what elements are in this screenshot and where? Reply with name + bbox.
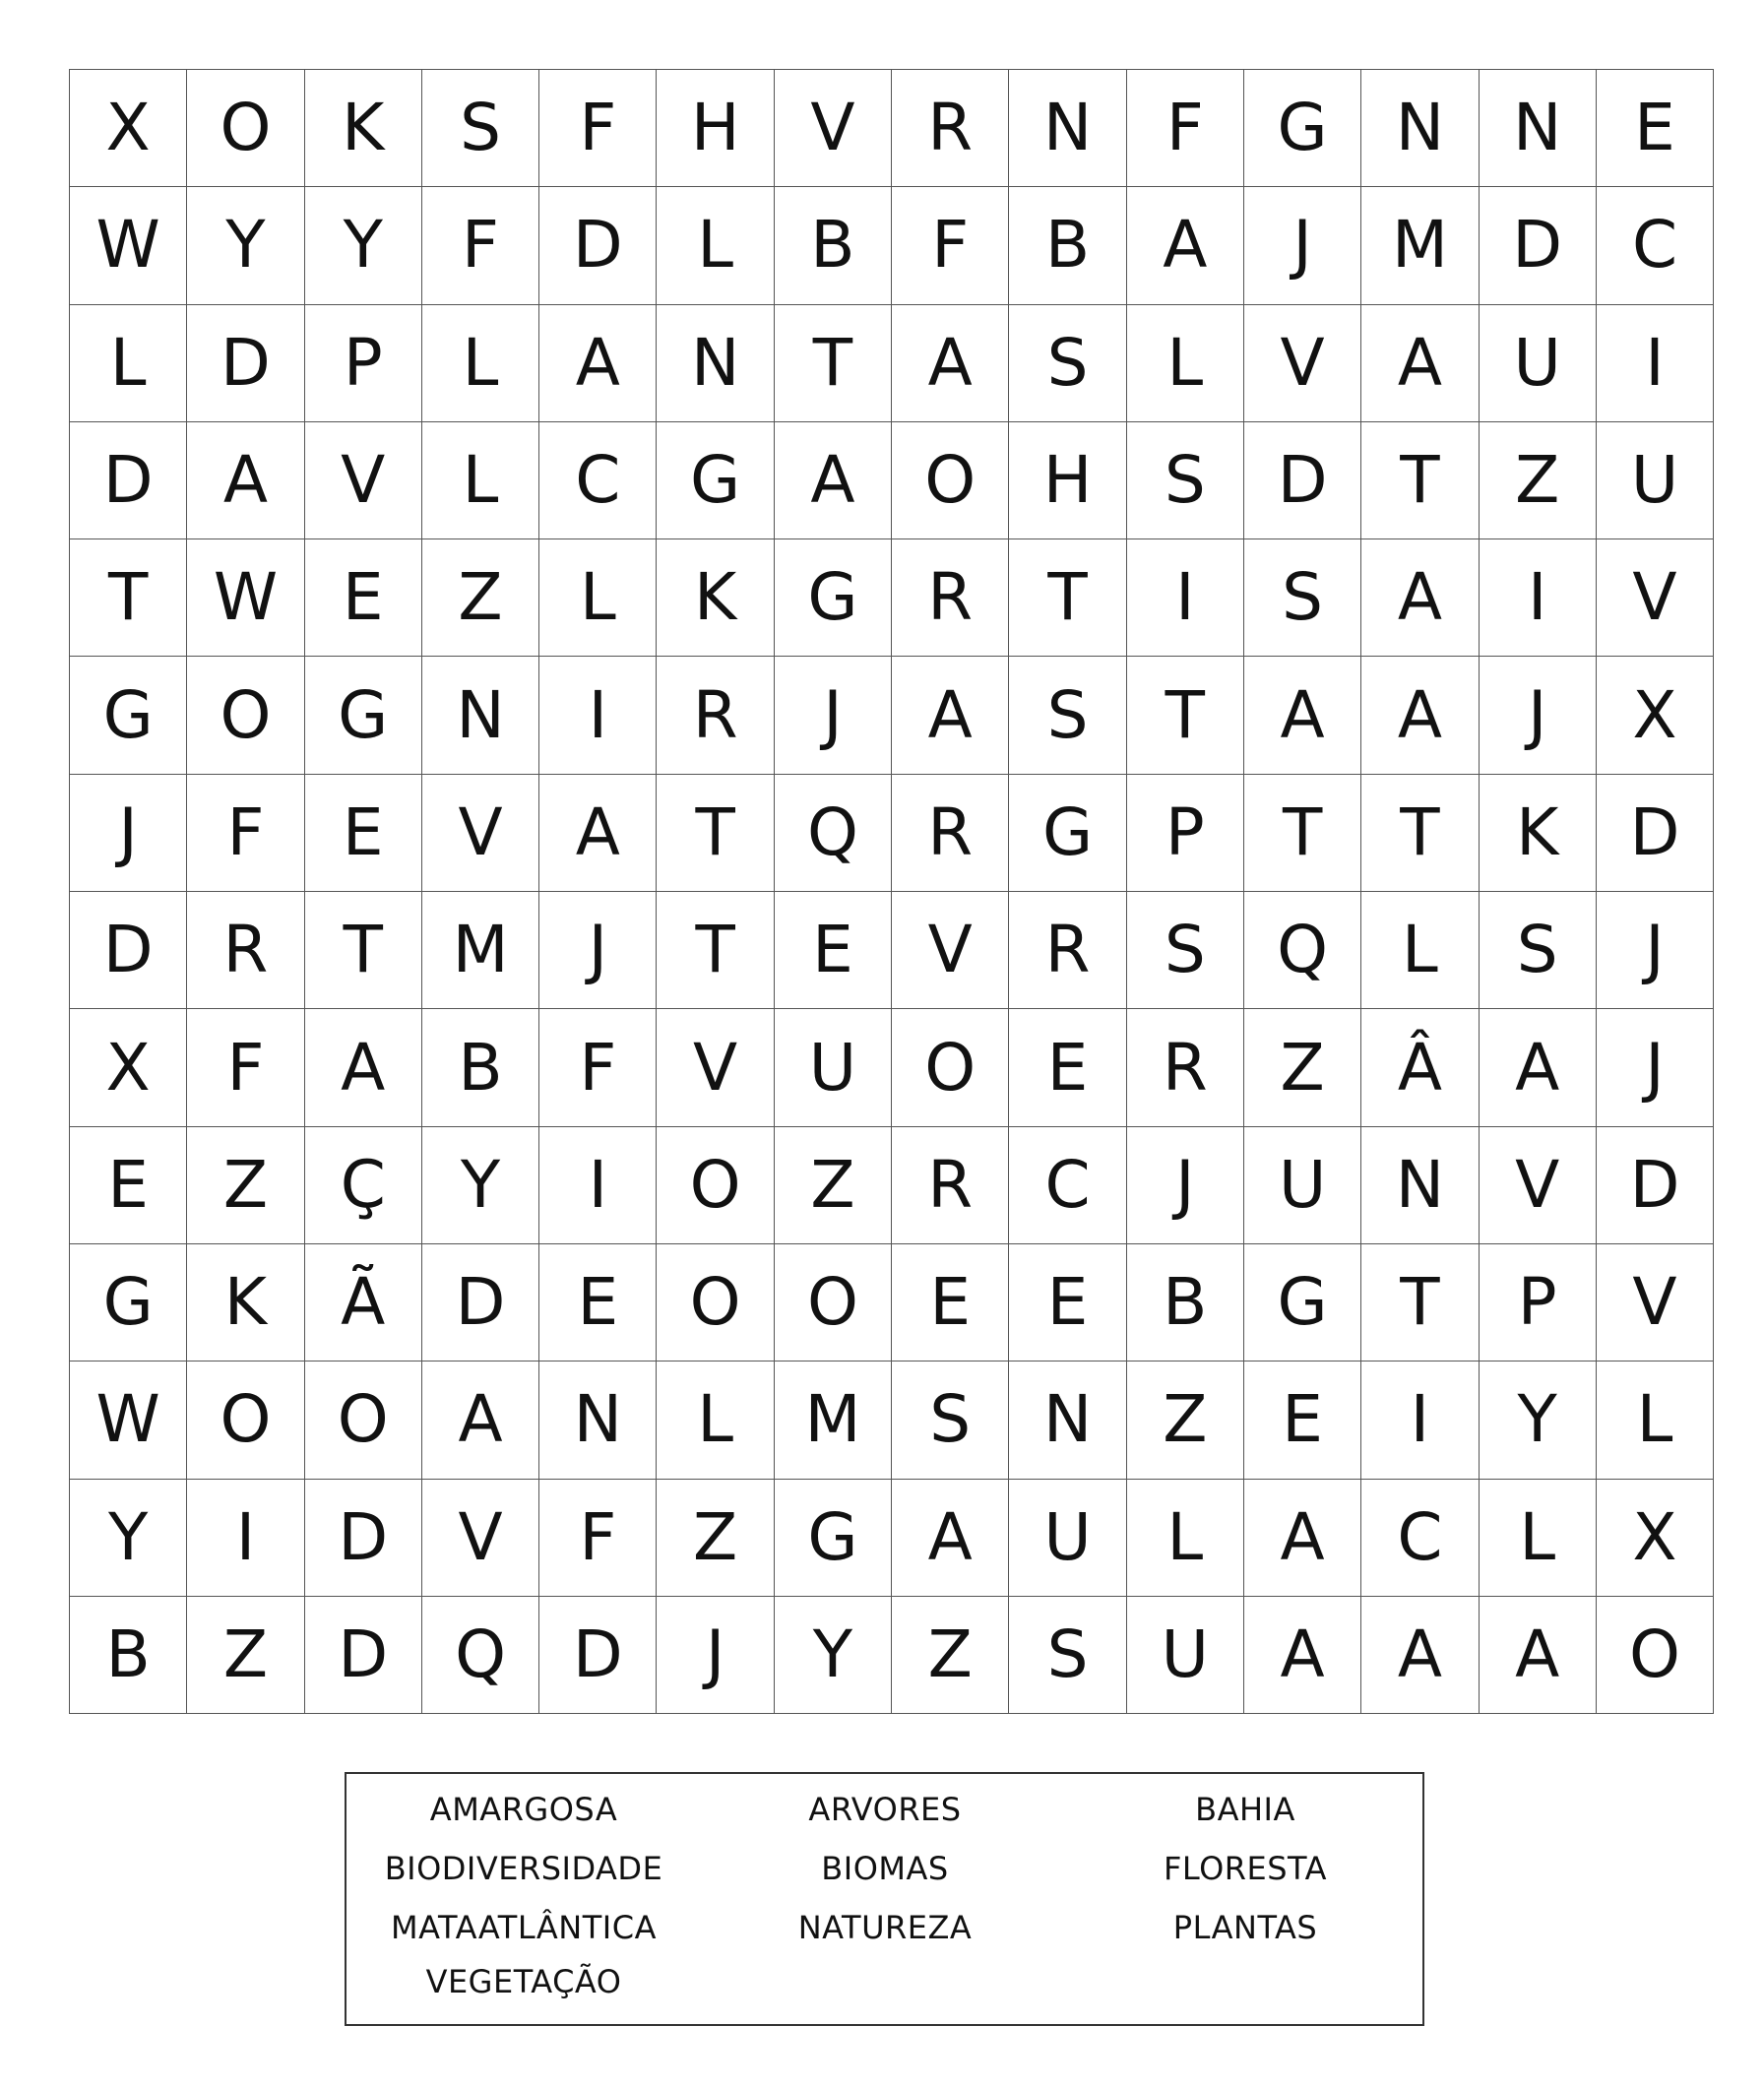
word-list-item: FLORESTA: [1164, 1850, 1327, 1887]
grid-cell[interactable]: Y: [1479, 1362, 1596, 1479]
grid-cell[interactable]: Z: [421, 539, 538, 657]
grid-cell[interactable]: Z: [892, 1596, 1009, 1713]
grid-cell[interactable]: T: [657, 892, 774, 1009]
word-list-item: BAHIA: [1195, 1791, 1295, 1828]
grid-cell[interactable]: L: [1126, 304, 1243, 421]
grid-cell[interactable]: M: [421, 892, 538, 1009]
grid-cell[interactable]: E: [539, 1243, 657, 1361]
grid-cell[interactable]: A: [892, 657, 1009, 774]
grid-cell[interactable]: D: [1479, 187, 1596, 304]
grid-cell[interactable]: U: [1479, 304, 1596, 421]
grid-cell[interactable]: V: [1243, 304, 1360, 421]
grid-cell[interactable]: U: [1596, 421, 1713, 538]
grid-cell[interactable]: D: [1596, 774, 1713, 891]
grid-cell[interactable]: U: [1243, 1126, 1360, 1243]
grid-cell[interactable]: Z: [774, 1126, 891, 1243]
grid-cell[interactable]: S: [1009, 1596, 1126, 1713]
grid-cell[interactable]: F: [892, 187, 1009, 304]
grid-cell[interactable]: F: [1126, 70, 1243, 187]
grid-cell[interactable]: Z: [187, 1596, 304, 1713]
grid-cell[interactable]: V: [774, 70, 891, 187]
grid-cell[interactable]: L: [1126, 1479, 1243, 1596]
grid-cell[interactable]: D: [304, 1596, 421, 1713]
word-list-item: MATAATLÂNTICA: [391, 1909, 657, 1946]
grid-cell[interactable]: V: [1596, 539, 1713, 657]
grid-cell[interactable]: S: [1009, 304, 1126, 421]
grid-cell[interactable]: B: [1009, 187, 1126, 304]
grid-cell[interactable]: S: [1126, 421, 1243, 538]
grid-cell[interactable]: R: [187, 892, 304, 1009]
grid-cell[interactable]: A: [1361, 1596, 1479, 1713]
grid-row: [70, 657, 1714, 774]
grid-cell[interactable]: D: [421, 1243, 538, 1361]
grid-cell[interactable]: P: [1479, 1243, 1596, 1361]
grid-cell[interactable]: E: [892, 1243, 1009, 1361]
grid-cell[interactable]: V: [892, 892, 1009, 1009]
word-list-item: BIOMAS: [821, 1850, 949, 1887]
grid-cell[interactable]: R: [892, 70, 1009, 187]
grid-cell[interactable]: G: [1243, 70, 1360, 187]
grid-cell[interactable]: D: [539, 187, 657, 304]
grid-cell[interactable]: X: [1596, 1479, 1713, 1596]
grid-cell[interactable]: L: [1596, 1362, 1713, 1479]
grid-cell[interactable]: E: [774, 892, 891, 1009]
grid-cell[interactable]: Ç: [304, 1126, 421, 1243]
grid-cell[interactable]: T: [304, 892, 421, 1009]
grid-cell[interactable]: Y: [774, 1596, 891, 1713]
grid-cell[interactable]: O: [892, 1009, 1009, 1126]
grid-cell[interactable]: T: [1361, 1243, 1479, 1361]
grid-cell[interactable]: J: [1126, 1126, 1243, 1243]
grid-cell[interactable]: X: [1596, 657, 1713, 774]
grid-cell[interactable]: A: [1479, 1009, 1596, 1126]
grid-row: [70, 421, 1714, 538]
grid-row: [70, 187, 1714, 304]
grid-cell[interactable]: O: [774, 1243, 891, 1361]
grid-cell[interactable]: E: [70, 1126, 187, 1243]
grid-cell[interactable]: Y: [187, 187, 304, 304]
grid-cell[interactable]: P: [304, 304, 421, 421]
grid-cell[interactable]: B: [421, 1009, 538, 1126]
grid-cell[interactable]: B: [774, 187, 891, 304]
grid-cell[interactable]: Q: [421, 1596, 538, 1713]
grid-cell[interactable]: K: [1479, 774, 1596, 891]
grid-cell[interactable]: L: [421, 421, 538, 538]
grid-cell[interactable]: V: [657, 1009, 774, 1126]
grid-cell[interactable]: G: [1009, 774, 1126, 891]
grid-cell[interactable]: O: [1596, 1596, 1713, 1713]
grid-cell[interactable]: G: [774, 1479, 891, 1596]
grid-cell[interactable]: S: [1479, 892, 1596, 1009]
grid-cell[interactable]: D: [1243, 421, 1360, 538]
grid-cell[interactable]: J: [1243, 187, 1360, 304]
grid-cell[interactable]: Z: [187, 1126, 304, 1243]
grid-cell[interactable]: E: [304, 774, 421, 891]
grid-cell[interactable]: V: [1479, 1126, 1596, 1243]
grid-cell[interactable]: G: [304, 657, 421, 774]
grid-cell[interactable]: M: [1361, 187, 1479, 304]
grid-cell[interactable]: J: [1596, 1009, 1713, 1126]
grid-cell[interactable]: A: [1243, 657, 1360, 774]
grid-cell[interactable]: K: [187, 1243, 304, 1361]
grid-row: [70, 1126, 1714, 1243]
word-list-item: NATUREZA: [797, 1909, 973, 1946]
grid-cell[interactable]: R: [1009, 892, 1126, 1009]
grid-row: [70, 70, 1714, 187]
grid-cell[interactable]: R: [892, 1126, 1009, 1243]
grid-cell[interactable]: A: [1126, 187, 1243, 304]
grid-cell[interactable]: N: [657, 304, 774, 421]
grid-row: [70, 1362, 1714, 1479]
grid-row: [70, 1009, 1714, 1126]
letter-grid: [69, 69, 1714, 1714]
grid-cell[interactable]: T: [1243, 774, 1360, 891]
grid-cell[interactable]: A: [187, 421, 304, 538]
grid-cell[interactable]: C: [1009, 1126, 1126, 1243]
grid-cell[interactable]: O: [657, 1243, 774, 1361]
grid-cell[interactable]: J: [70, 774, 187, 891]
grid-cell[interactable]: Ã: [304, 1243, 421, 1361]
grid-cell[interactable]: N: [1009, 70, 1126, 187]
grid-cell[interactable]: E: [1596, 70, 1713, 187]
grid-cell[interactable]: B: [1126, 1243, 1243, 1361]
grid-cell[interactable]: O: [187, 657, 304, 774]
grid-cell[interactable]: L: [539, 539, 657, 657]
grid-cell[interactable]: P: [1126, 774, 1243, 891]
grid-cell[interactable]: O: [657, 1126, 774, 1243]
grid-cell[interactable]: W: [70, 1362, 187, 1479]
grid-cell[interactable]: S: [1243, 539, 1360, 657]
grid-cell[interactable]: T: [774, 304, 891, 421]
grid-cell[interactable]: R: [892, 539, 1009, 657]
grid-cell[interactable]: O: [187, 1362, 304, 1479]
grid-cell[interactable]: J: [1596, 892, 1713, 1009]
word-list-item: PLANTAS: [1172, 1909, 1318, 1946]
grid-cell[interactable]: J: [774, 657, 891, 774]
grid-cell[interactable]: N: [421, 657, 538, 774]
grid-cell[interactable]: L: [1361, 892, 1479, 1009]
grid-cell[interactable]: S: [1126, 892, 1243, 1009]
grid-cell[interactable]: I: [187, 1479, 304, 1596]
grid-cell[interactable]: A: [774, 421, 891, 538]
grid-cell[interactable]: H: [657, 70, 774, 187]
grid-cell[interactable]: A: [1361, 304, 1479, 421]
grid-cell[interactable]: O: [187, 70, 304, 187]
grid-cell[interactable]: D: [304, 1479, 421, 1596]
grid-cell[interactable]: Y: [421, 1126, 538, 1243]
grid-cell[interactable]: F: [421, 187, 538, 304]
grid-cell[interactable]: G: [70, 657, 187, 774]
grid-cell[interactable]: S: [1009, 657, 1126, 774]
grid-cell[interactable]: X: [70, 70, 187, 187]
grid-cell[interactable]: T: [1361, 774, 1479, 891]
word-list-item: VEGETAÇÃO: [425, 1963, 622, 2000]
grid-cell[interactable]: N: [1009, 1362, 1126, 1479]
grid-cell[interactable]: L: [1479, 1479, 1596, 1596]
grid-cell[interactable]: D: [70, 421, 187, 538]
grid-cell[interactable]: D: [539, 1596, 657, 1713]
grid-cell[interactable]: Â: [1361, 1009, 1479, 1126]
grid-cell[interactable]: O: [892, 421, 1009, 538]
grid-cell[interactable]: N: [539, 1362, 657, 1479]
grid-cell[interactable]: U: [1126, 1596, 1243, 1713]
grid-row: [70, 1479, 1714, 1596]
grid-cell[interactable]: D: [70, 892, 187, 1009]
grid-cell[interactable]: E: [304, 539, 421, 657]
grid-cell[interactable]: S: [421, 70, 538, 187]
grid-cell[interactable]: G: [657, 421, 774, 538]
grid-cell[interactable]: S: [892, 1362, 1009, 1479]
grid-cell[interactable]: I: [1479, 539, 1596, 657]
grid-cell[interactable]: L: [421, 304, 538, 421]
grid-cell[interactable]: R: [657, 657, 774, 774]
grid-cell[interactable]: A: [1361, 657, 1479, 774]
grid-cell[interactable]: R: [892, 774, 1009, 891]
word-list: [345, 1772, 1424, 2026]
grid-cell[interactable]: I: [1596, 304, 1713, 421]
grid-cell[interactable]: K: [657, 539, 774, 657]
grid-cell[interactable]: C: [1596, 187, 1713, 304]
word-list-item: ARVORES: [808, 1791, 962, 1828]
grid-cell[interactable]: E: [1243, 1362, 1360, 1479]
grid-cell[interactable]: L: [657, 187, 774, 304]
grid-cell[interactable]: C: [1361, 1479, 1479, 1596]
grid-row: [70, 774, 1714, 891]
grid-cell[interactable]: T: [1009, 539, 1126, 657]
grid-cell[interactable]: V: [421, 1479, 538, 1596]
grid-cell[interactable]: X: [70, 1009, 187, 1126]
grid-cell[interactable]: R: [1126, 1009, 1243, 1126]
grid-cell[interactable]: L: [657, 1362, 774, 1479]
grid-cell[interactable]: N: [1361, 70, 1479, 187]
grid-cell[interactable]: F: [187, 774, 304, 891]
grid-cell[interactable]: Q: [774, 774, 891, 891]
grid-cell[interactable]: M: [774, 1362, 891, 1479]
grid-cell[interactable]: A: [1479, 1596, 1596, 1713]
grid-cell[interactable]: F: [539, 1479, 657, 1596]
grid-cell[interactable]: V: [421, 774, 538, 891]
grid-cell[interactable]: H: [1009, 421, 1126, 538]
grid-cell[interactable]: L: [70, 304, 187, 421]
grid-cell[interactable]: W: [70, 187, 187, 304]
grid-cell[interactable]: A: [421, 1362, 538, 1479]
grid-row: [70, 892, 1714, 1009]
grid-cell[interactable]: Y: [70, 1479, 187, 1596]
grid-cell[interactable]: I: [1361, 1362, 1479, 1479]
grid-row: [70, 1596, 1714, 1713]
grid-cell[interactable]: G: [70, 1243, 187, 1361]
grid-cell[interactable]: E: [1009, 1009, 1126, 1126]
grid-cell[interactable]: Z: [657, 1479, 774, 1596]
grid-cell[interactable]: I: [539, 1126, 657, 1243]
grid-cell[interactable]: T: [70, 539, 187, 657]
grid-cell[interactable]: Z: [1243, 1009, 1360, 1126]
grid-cell[interactable]: Q: [1243, 892, 1360, 1009]
grid-cell[interactable]: F: [187, 1009, 304, 1126]
word-list-item: BIODIVERSIDADE: [384, 1850, 663, 1887]
grid-cell[interactable]: F: [539, 70, 657, 187]
grid-cell[interactable]: K: [304, 70, 421, 187]
grid-cell[interactable]: I: [1126, 539, 1243, 657]
grid-cell[interactable]: N: [1479, 70, 1596, 187]
grid-cell[interactable]: V: [304, 421, 421, 538]
grid-cell[interactable]: N: [1361, 1126, 1479, 1243]
grid-cell[interactable]: A: [304, 1009, 421, 1126]
grid-cell[interactable]: Z: [1126, 1362, 1243, 1479]
grid-cell[interactable]: A: [892, 1479, 1009, 1596]
grid-cell[interactable]: C: [539, 421, 657, 538]
grid-cell[interactable]: T: [1361, 421, 1479, 538]
word-list-item: AMARGOSA: [429, 1791, 618, 1828]
grid-cell[interactable]: E: [1009, 1243, 1126, 1361]
grid-cell[interactable]: U: [774, 1009, 891, 1126]
grid-cell[interactable]: B: [70, 1596, 187, 1713]
grid-cell[interactable]: V: [1596, 1243, 1713, 1361]
grid-row: [70, 1243, 1714, 1361]
grid-cell[interactable]: G: [774, 539, 891, 657]
grid-cell[interactable]: Y: [304, 187, 421, 304]
grid-cell[interactable]: G: [1243, 1243, 1360, 1361]
grid-cell[interactable]: T: [657, 774, 774, 891]
grid-row: [70, 304, 1714, 421]
grid-cell[interactable]: U: [1009, 1479, 1126, 1596]
grid-cell[interactable]: A: [892, 304, 1009, 421]
grid-cell[interactable]: A: [539, 774, 657, 891]
grid-cell[interactable]: O: [304, 1362, 421, 1479]
grid-cell[interactable]: J: [1479, 657, 1596, 774]
grid-cell[interactable]: F: [539, 1009, 657, 1126]
grid-cell[interactable]: W: [187, 539, 304, 657]
grid-row: [70, 539, 1714, 657]
grid-cell[interactable]: A: [539, 304, 657, 421]
grid-cell[interactable]: A: [1361, 539, 1479, 657]
grid-cell[interactable]: T: [1126, 657, 1243, 774]
grid-cell[interactable]: A: [1243, 1596, 1360, 1713]
grid-cell[interactable]: Z: [1479, 421, 1596, 538]
grid-cell[interactable]: A: [1243, 1479, 1360, 1596]
grid-cell[interactable]: D: [187, 304, 304, 421]
grid-cell[interactable]: D: [1596, 1126, 1713, 1243]
grid-cell[interactable]: I: [539, 657, 657, 774]
grid-cell[interactable]: J: [657, 1596, 774, 1713]
grid-cell[interactable]: J: [539, 892, 657, 1009]
